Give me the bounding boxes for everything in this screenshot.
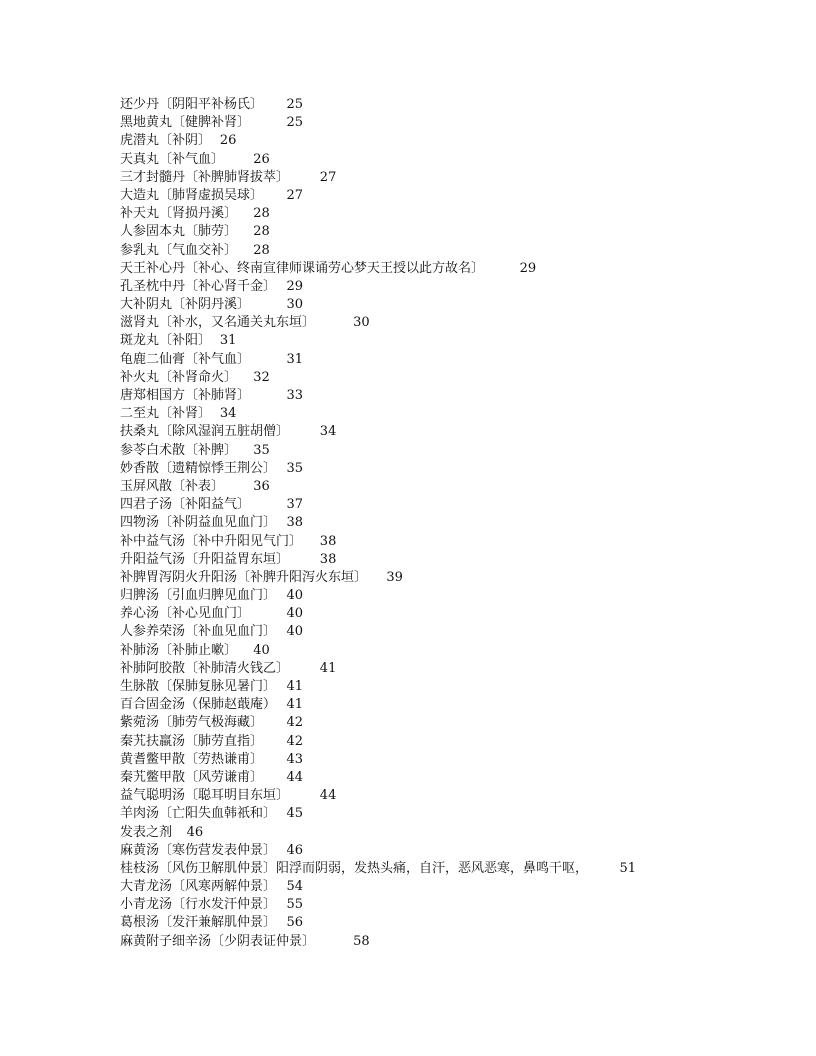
- toc-entry-page-number: 38: [319, 551, 337, 567]
- toc-entry-title: 黑地黄丸〔健脾补肾〕: [120, 115, 251, 131]
- toc-entry-title: 大造丸〔肺肾虚损吴球〕: [120, 187, 264, 203]
- toc-entry-page-number: 34: [319, 424, 337, 440]
- toc-entry-page-number: 32: [253, 369, 270, 385]
- toc-entry-title: 天王补心丹〔补心、终南宣律师课诵劳心梦天王授以此方故名〕: [120, 260, 485, 276]
- toc-entry-title: 养心汤〔补心见血门〕: [120, 606, 251, 622]
- toc-entry-title: 紫菀汤〔肺劳气极海藏〕: [120, 715, 264, 731]
- toc-entry-page-number: 27: [286, 187, 304, 203]
- toc-entry-page-number: 33: [286, 388, 304, 403]
- toc-entry-title: 秦艽鳖甲散〔风劳谦甫〕: [120, 769, 264, 785]
- toc-entry-page-number: 27: [319, 169, 337, 185]
- toc-entry-title: 还少丹〔阴阳平补杨氏〕: [120, 97, 264, 112]
- toc-entry-title: 大青龙汤〔风寒两解仲景〕: [120, 879, 277, 895]
- toc-entry-title: 四君子汤〔补阳益气〕: [120, 497, 251, 513]
- toc-entry-title: 补脾胃泻阴火升阳汤〔补脾升阳泻火东垣〕: [120, 569, 368, 585]
- toc-entry-page-number: 42: [286, 733, 304, 749]
- toc-entry-title: 天真丸〔补气血〕: [120, 151, 225, 167]
- toc-entry-page-number: 28: [253, 224, 270, 240]
- toc-entry-title: 益气聪明汤〔聪耳明目东垣〕: [120, 788, 290, 804]
- toc-entry-page-number: 40: [253, 642, 270, 658]
- toc-entry-title: 人参固本丸〔肺劳〕: [120, 224, 238, 240]
- toc-entry-title: 发表之剂: [120, 824, 173, 840]
- toc-entry-title: 归脾汤〔引血归脾见血门〕: [120, 588, 277, 604]
- toc-entry-page-number: 38: [286, 515, 304, 531]
- toc-entry-title: 参苓白术散〔补脾〕: [120, 442, 238, 458]
- toc-entry-page-number: 25: [286, 115, 304, 131]
- toc-entry-page-number: 38: [319, 533, 337, 549]
- toc-entry-page-number: 30: [353, 315, 370, 331]
- toc-entry-page-number: 43: [286, 751, 304, 767]
- toc-entry-page-number: 51: [619, 860, 637, 876]
- toc-entry-page-number: 36: [253, 478, 270, 494]
- toc-entry-title: 补天丸〔肾损丹溪〕: [120, 206, 238, 222]
- toc-entry-page-number: 35: [253, 442, 270, 458]
- toc-entry-page-number: 46: [286, 842, 304, 858]
- toc-entry-title: 秦艽扶羸汤〔肺劳直指〕: [120, 733, 264, 749]
- toc-entry-title: 龟鹿二仙膏〔补气血〕: [120, 351, 251, 367]
- toc-entry-page-number: 30: [286, 297, 304, 313]
- toc-entry-title: 桂枝汤〔风伤卫解肌仲景〕阳浮而阴弱，发热头痛，自汗，恶风恶寒，鼻鸣干呕，: [120, 860, 589, 876]
- toc-entry-page-number: 55: [286, 897, 304, 913]
- toc-entry-title: 百合固金汤（保肺赵蕺庵）: [120, 697, 277, 713]
- toc-entry-title: 唐郑相国方〔补肺肾〕: [120, 388, 251, 403]
- toc-entry-title: 补肺阿胶散〔补肺清火钱乙〕: [120, 660, 290, 676]
- toc-entry-title: 麻黄汤〔寒伤营发表仲景〕: [120, 842, 277, 858]
- toc-entry-title: 孔圣枕中丹〔补心肾千金〕: [120, 278, 277, 294]
- toc-entry-title: 生脉散〔保肺复脉见暑门〕: [120, 679, 277, 694]
- toc-entry-title: 人参养荣汤〔补血见血门〕: [120, 624, 277, 640]
- toc-entry-page-number: 31: [219, 333, 237, 349]
- toc-entry-title: 妙香散〔遗精惊悸王荆公〕: [120, 460, 277, 476]
- toc-entry-page-number: 37: [286, 497, 304, 513]
- toc-entry-page-number: 34: [219, 406, 237, 422]
- toc-entry-page-number: 41: [319, 660, 337, 676]
- toc-entry-title: 大补阴丸〔补阴丹溪〕: [120, 297, 251, 313]
- toc-entry-page-number: 40: [286, 624, 304, 640]
- toc-entry-page-number: 42: [286, 715, 304, 731]
- toc-entry-page-number: 44: [286, 769, 304, 785]
- toc-entry-page-number: 40: [286, 588, 304, 604]
- toc-entry-title: 虎潜丸〔补阴〕: [120, 133, 212, 149]
- toc-entry-title: 参乳丸〔气血交补〕: [120, 242, 238, 258]
- toc-entry-page-number: 44: [319, 788, 337, 804]
- toc-entry-title: 羊肉汤〔亡阳失血韩祇和〕: [120, 806, 277, 822]
- toc-entry-page-number: 54: [286, 879, 304, 895]
- toc-entry-title: 葛根汤〔发汗兼解肌仲景〕: [120, 915, 277, 931]
- toc-entry-title: 四物汤〔补阴益血见血门〕: [120, 515, 277, 531]
- toc-entry-title: 滋肾丸〔补水，又名通关丸东垣〕: [120, 315, 316, 331]
- toc-entry-page-number: 35: [286, 460, 304, 476]
- toc-entry-title: 二至丸〔补肾〕: [120, 406, 212, 422]
- toc-entry-title: 补火丸〔补肾命火〕: [120, 369, 238, 385]
- toc-entry-page-number: 58: [353, 933, 370, 949]
- toc-entry-title: 麻黄附子细辛汤〔少阴表证仲景〕: [120, 933, 316, 949]
- toc-entry-page-number: 29: [286, 278, 304, 294]
- toc-entry-page-number: 45: [286, 806, 304, 822]
- toc-entry-page-number: 28: [253, 206, 270, 222]
- toc-entry-title: 玉屏风散〔补表〕: [120, 478, 225, 494]
- toc-entry-page-number: 56: [286, 915, 304, 931]
- toc-entry-title: 斑龙丸〔补阳〕: [120, 333, 212, 349]
- toc-entry-title: 补肺汤〔补肺止嗽〕: [120, 642, 238, 658]
- toc-entry-title: 黄耆鳖甲散〔劳热谦甫〕: [120, 751, 264, 767]
- toc-entry-title: 小青龙汤〔行水发汗仲景〕: [120, 897, 277, 913]
- toc-entry-page-number: 25: [286, 97, 304, 112]
- toc-entry-page-number: 28: [253, 242, 270, 258]
- toc-entry-title: 补中益气汤〔补中升阳见气门〕: [120, 533, 303, 549]
- toc-entry-title: 三才封髓丹〔补脾肺肾拔萃〕: [120, 169, 290, 185]
- toc-entry-page-number: 29: [519, 260, 537, 276]
- toc-entry-page-number: 46: [186, 824, 204, 840]
- toc-entry-page-number: 40: [286, 606, 304, 622]
- toc-entry-title: 升阳益气汤〔升阳益胃东垣〕: [120, 551, 290, 567]
- toc-entry-title: 扶桑丸〔除风湿润五脏胡僧〕: [120, 424, 290, 440]
- toc-entry-page-number: 41: [286, 679, 304, 694]
- toc-entry-page-number: 31: [286, 351, 304, 367]
- toc-entry-page-number: 39: [386, 569, 403, 585]
- toc-entry-page-number: 41: [286, 697, 304, 713]
- toc-entry-page-number: 26: [219, 133, 237, 149]
- toc-entry-page-number: 26: [253, 151, 270, 167]
